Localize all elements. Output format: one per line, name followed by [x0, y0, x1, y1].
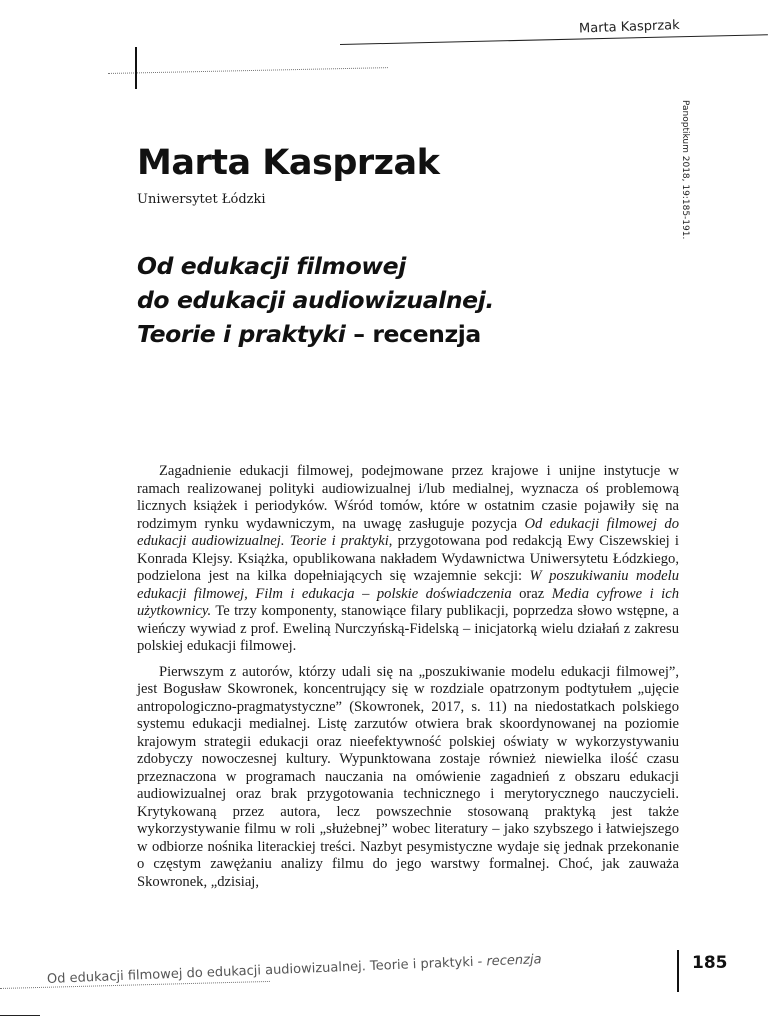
header-dotted-line [108, 67, 388, 74]
title-line-1: Od edukacji filmowej [137, 252, 406, 280]
author-name: Marta Kasprzak [137, 143, 440, 183]
header-rule [340, 34, 768, 45]
author-affiliation: Uniwersytet Łódzki [137, 192, 266, 207]
article-body [137, 463, 679, 899]
footer-rule [0, 1015, 40, 1016]
header-vertical-bar [135, 47, 137, 89]
p1-text-2: , przygotowana pod redakcją Ewy Ciszewskiej i Konrada Klejsy. Książka, opublikowana nakładem Wydawnictwa Uniwersytetu Łódzkiego, podzielona jest na kilka dopełniających się wzajemnie sekcji: [137, 533, 679, 584]
running-head: Marta Kasprzak [579, 18, 681, 37]
p1-text-4: Te trzy komponenty, stanowiące filary publikacji, poprzedza słowo wstępne, a wieńczy wywiad z prof. Eweliną Nurczyńską-Fidelską – inicjatorką wielu działań z zakresu polskiej edukacji filmowej. [137, 603, 679, 654]
paragraph-2: Pierwszym z autorów, którzy udali się na „poszukiwanie modelu edukacji filmowej”, jest Bogusław Skowronek, koncentrujący się w rozdziale opatrzonym podtytułem „ujęcie antropologiczno-pragmatystyczne” (Skowronek, 2017, s. 11) na niedostatkach polskiego systemu edukacji medialnej. Listę zarzutów otwiera brak skoordynowanej na poziomie krajowym strategii edukacji oraz nieefektywność polskiej oświaty w wykorzystywaniu zdobyczy nowoczesnej kultury. Wypunktowana zostaje również niewielka ilość czasu przeznaczona w programach nauczania na omówienie zagadnień z obszaru edukacji audiowizualnej oraz brak przygotowania technicznego i merytorycznego nauczycieli. Krytykowaną przez autora, lecz powszechnie stosowaną praktyką jest także wykorzystywanie filmu w roli „służebnej” wobec literatury – jako szybszego i łatwiejszego w odbiorze nośnika literackiej treści. Nazbyt pesymistyczne wydaje się jednak przekonanie o częstym zawężaniu analizy filmu do jego warstwy formalnej. Choć, jak zauważa Skowronek, „dzisiaj, [137, 663, 679, 890]
title-line-3-rest: – recenzja [345, 320, 481, 349]
p1-book-title: Od edukacji filmowej do edukacji audiowizualnej. Teorie i praktyki [137, 515, 679, 549]
p1-text-3: oraz [511, 585, 552, 602]
p1-text-1: Zagadnienie edukacji filmowej, podejmowane przez krajowe i unijne instytucje w ramach realizowanej polityki audiowizualnej i/lub medialnej, wyznacza oś problemową licznych książek i periodyków. Wśród tomów, które w ostatnim czasie pojawiły się na rodzimym rynku wydawniczym, na uwagę zasługuje pozycja [137, 463, 679, 532]
footer-title [47, 952, 542, 987]
p1-sections: W poszukiwaniu modelu edukacji filmowej, Film i edukacja – polskie doświadczenia [137, 568, 679, 602]
footer-title-italic: recenzja [486, 952, 542, 970]
article-title [137, 249, 657, 351]
journal-citation: Panoptikum 2018, 19:185-191. [680, 100, 690, 240]
p1-section-3: Media cyfrowe i ich użytkownicy. [137, 585, 679, 619]
title-line-3-italic: Teorie i praktyki [137, 320, 346, 349]
title-line-3 [137, 317, 657, 351]
title-line-2: do edukacji audiowizualnej. [137, 286, 494, 315]
footer-vertical-bar [677, 950, 679, 992]
page-number: 185 [692, 953, 728, 973]
paragraph-1 [137, 463, 679, 656]
footer-title-plain: Od edukacji filmowej do edukacji audiowizualnej. Teorie i praktyki - [46, 954, 487, 987]
